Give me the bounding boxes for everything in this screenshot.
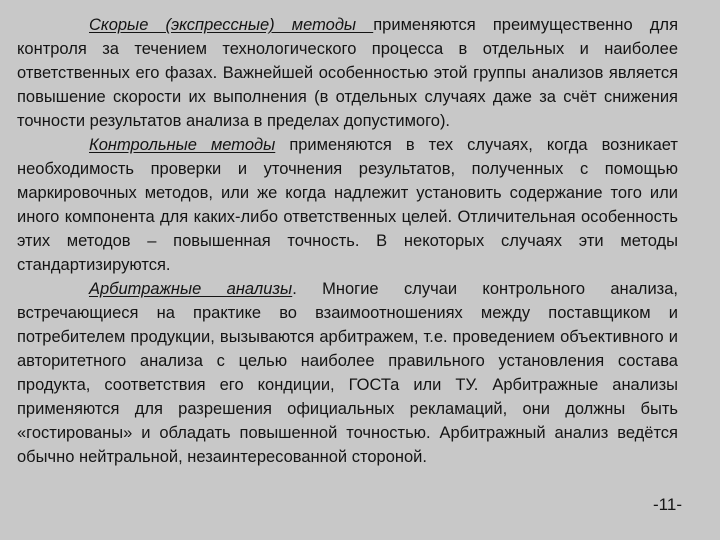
page-number: -11- (653, 495, 682, 514)
document-body (17, 13, 678, 469)
term-arbitration-analyses: Арбитражные анализы (89, 280, 293, 298)
paragraph-express-methods (17, 13, 678, 133)
paragraph-arbitration-analyses (17, 277, 678, 469)
term-express-methods: Скорые (экспрессные) методы (89, 16, 374, 34)
paragraph-text: применяются в тех случаях, когда возникает необходимость проверки и уточнения результатов, полученных с помощью маркировочных методов, или же когда надлежит установить содержание того или иного компонента для каких-либо ответственных целей. Отличительная особенность этих методов – повышенная точность. В некоторых случаях эти методы стандартизируются. (17, 136, 678, 274)
term-control-methods: Контрольные методы (89, 136, 276, 154)
paragraph-text: . Многие случаи контрольного анализа, встречающиеся на практике во взаимоотношениях между поставщиком и потребителем продукции, вызываются арбитражем, т.е. проведением объективного и авторитетного анализа с целью наиболее правильного установления состава продукта, соответствия его кондиции, ГОСТа или ТУ. Арбитражные анализы применяются для разрешения официальных рекламаций, они должны быть «гостированы» и обладать повышенной точностью. Арбитражный анализ ведётся обычно нейтральной, незаинтересованной стороной. (17, 280, 678, 466)
paragraph-control-methods (17, 133, 678, 277)
paragraph-text: применяются преимущественно для контроля за течением технологического процесса в отдельных и наиболее ответственных его фазах. Важнейшей особенностью этой группы анализов является повышение скорости их выполнения (в отдельных случаях даже за счёт снижения точности результатов анализа в пределах допустимого). (17, 16, 678, 130)
